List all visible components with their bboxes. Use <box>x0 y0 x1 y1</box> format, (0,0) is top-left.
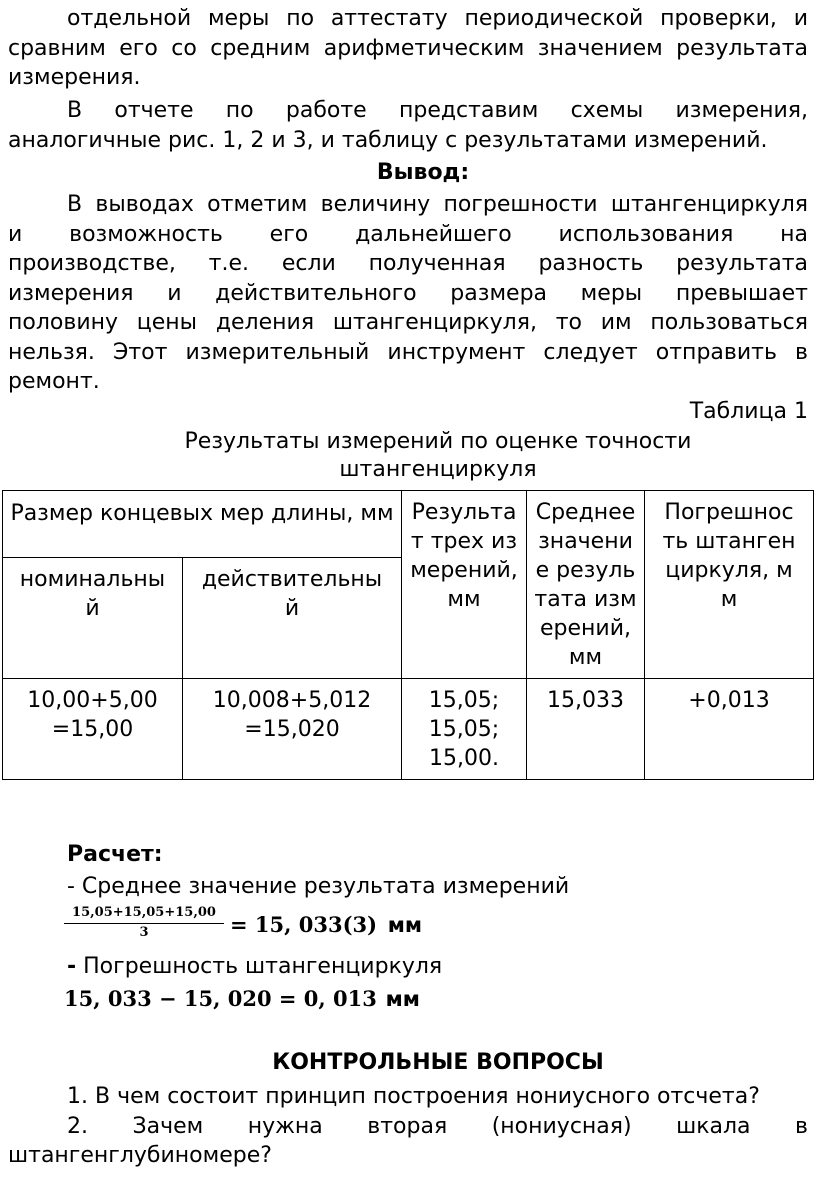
cell-line: 15,05; <box>428 688 500 713</box>
text-line: отдельной меры по аттестату периодической проверки, и <box>67 6 808 31</box>
mean-result <box>230 910 422 940</box>
text-line: В выводах отметим величину погрешности штангенциркуля <box>67 192 808 217</box>
text-line: и возможность его дальнейшего использования на <box>8 221 808 247</box>
cell-line: 15,00. <box>429 746 499 771</box>
text-line: половину цены деления штангенциркуля, то им пользоваться <box>8 310 808 335</box>
text-line: нельзя. Этот измерительный инструмент следует отправить в <box>8 339 808 365</box>
header-group-cell: Размер концевых мер длины, мм <box>3 491 402 558</box>
calc-mean-label: - Среднее значение результата измерений <box>67 874 570 899</box>
cell-line: 10,00+5,00 <box>27 688 158 713</box>
result-cell <box>402 679 527 780</box>
text-line: производстве, т.е. если полученная разность результата <box>8 251 808 276</box>
header-actual-cell: действительный <box>183 558 402 679</box>
table-row <box>3 679 814 780</box>
text-line: ремонт. <box>8 369 100 394</box>
fraction-denominator: 3 <box>139 925 149 940</box>
header-mean-cell: Среднее значение результата измерений, мм <box>527 491 645 679</box>
text-line: аналогичные рис. 1, 2 и 3, и таблицу с результатами измерений. <box>8 127 768 153</box>
header-result-cell: Результат трех измерений, мм <box>402 491 527 679</box>
table-header-row <box>3 491 814 558</box>
nominal-cell <box>3 679 183 780</box>
question-item: 1. В чем состоит принцип построения нониусного отсчета? <box>67 1084 760 1109</box>
questions-list <box>8 1082 808 1171</box>
error-cell: +0,013 <box>645 679 814 780</box>
error-label-text: Погрешность штангенциркуля <box>76 954 443 979</box>
error-formula <box>64 984 420 1014</box>
text-line: В отчете по работе представим схемы измерения, <box>67 98 808 123</box>
mean-result-unit: мм <box>387 913 423 937</box>
conclusion-paragraph <box>8 190 808 397</box>
table-label: Таблица 1 <box>689 399 808 424</box>
report-paragraph <box>8 96 808 155</box>
question-item-continued: штангенглубиномере? <box>8 1143 272 1168</box>
text-line: сравним его со средним арифметическим значением результата <box>8 35 808 61</box>
text-line: измерения. <box>8 65 141 90</box>
calc-error-label <box>67 952 442 981</box>
caption-line: Результаты измерений по оценке точности <box>184 429 692 454</box>
error-dash: - <box>67 954 77 979</box>
cell-line: =15,00 <box>51 717 134 742</box>
caption-line: штангенциркуля <box>339 457 537 482</box>
questions-heading: КОНТРОЛЬНЫЕ ВОПРОСЫ <box>272 1050 604 1075</box>
mean-fraction <box>64 905 224 942</box>
header-error-cell: Погрешность штангенциркуля, мм <box>645 491 814 679</box>
cell-line: 10,008+5,012 <box>212 688 372 713</box>
error-formula-value: 15, 033 − 15, 020 = 0, 013 <box>64 986 377 1011</box>
question-item: 2. Зачем нужна вторая (нониусная) шкала в <box>67 1113 808 1139</box>
mean-cell: 15,033 <box>527 679 645 780</box>
error-formula-unit: мм <box>385 987 420 1011</box>
cell-line: 15,05; <box>428 717 500 742</box>
results-table <box>2 490 814 780</box>
cell-line: =15,020 <box>244 717 340 742</box>
actual-cell <box>183 679 402 780</box>
calc-heading: Расчет: <box>67 842 163 867</box>
conclusion-heading: Вывод: <box>376 160 470 185</box>
table-caption <box>0 428 816 484</box>
fraction-numerator: 15,05+15,05+15,00 <box>64 905 224 924</box>
header-nominal-cell: номинальный <box>3 558 183 679</box>
text-line: измерения и действительного размера меры превышает <box>8 280 808 306</box>
mean-result-value: = 15, 033(3) <box>230 912 378 937</box>
intro-paragraph <box>8 4 808 93</box>
